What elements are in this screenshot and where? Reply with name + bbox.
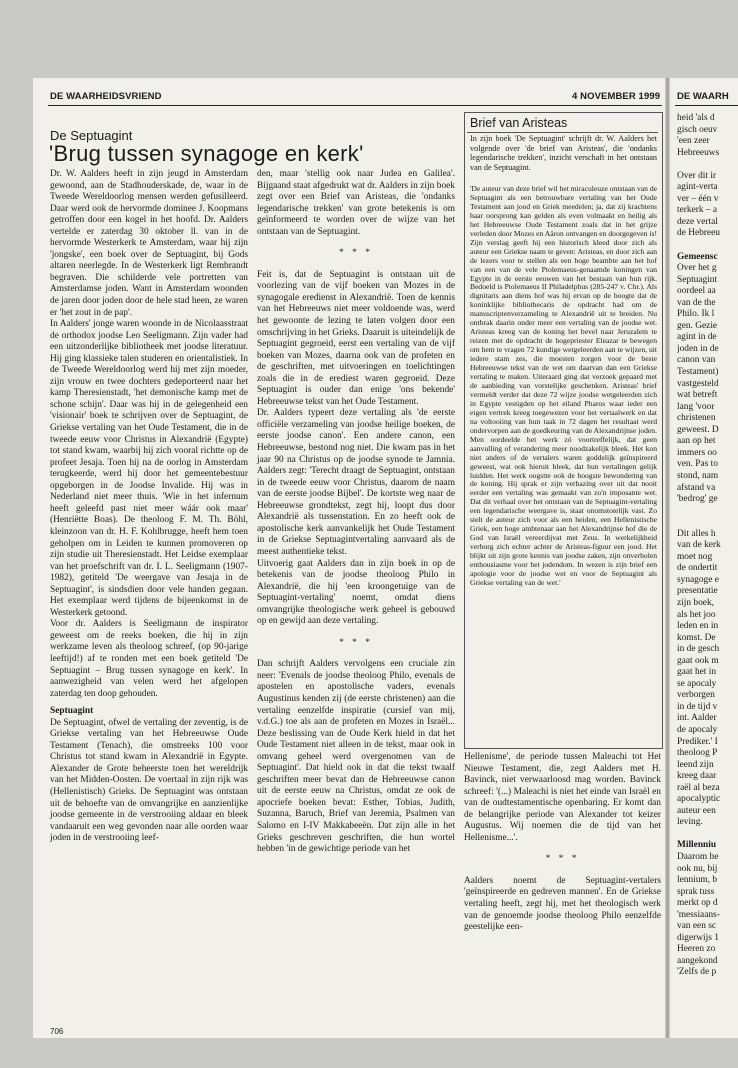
next-page-line: ook nu, bij: [677, 863, 718, 874]
next-page-line: 'een zeer: [677, 136, 710, 147]
next-page-line: oordeel aa: [677, 286, 716, 297]
next-page-line: leving.: [677, 817, 703, 828]
next-page-gap: [677, 506, 738, 518]
subheading-septuagint: Septuagint: [50, 706, 94, 717]
next-page-line: leend zijn: [677, 759, 714, 770]
next-page-line: immers oo: [677, 447, 717, 458]
paragraph: In Aalders' jonge waren woonde in de Nicolaasstraat de orthodox joodse Leo Seeligmann. Zijn vader had een uitzonderlijke bibliotheek met joodse literatuur. Hij ging klassieke talen studeren en orientalistiek. In de Tweede Wereldoorlog werd hij met zijn moeder, zijn vrouw en twee dochters gedeporteerd naar het kamp Theresienstadt, 'het demonische kamp met de schone schijn'. Daar was hij in de gelegenheid een 'visionair' boek te schrijven over de Septuagint, de Griekse vertaling van het Oude Testament, die in de tweede eeuw voor Christus in Alexandrië (Egypte) tot stand kwam, waarbij hij zich vooral richtte op de profeet Jesaja. Toen hij na de oorlog in Amsterdam terugkeerde, werd hij door het gemeentebestuur opgeborgen in de Joodse Invalide. Hij was in Nederland niet meer thuis. 'Wie in het infernum heeft geleefd past niet meer wáár ook maar' (Henriëtte Boas). De theoloog F. M. Th. Böhl, kleinzoon van dr. H. F. Kohlbrugge, heeft hem toen geholpen om in Leiden te kunnen promoveren op zijn studie uit Theresienstadt. Het Leidse exemplaar van het proefschrift van dr. I. L. Seeligmann (1907-1982), getiteld 'De weergave van Jesaja in de Septuagint', is sindsdien door vele handen gegaan. Het exemplaar werd tijdens de bijeenkomst in de Westerkerk getoond.: [50, 319, 248, 618]
paragraph: Dr. Aalders typeert deze vertaling als 'de eerste officiële verzameling van joodse heilige boeken, de eerste joodse canon'. Een andere canon, een Hebreeuwse, bestond nog niet. Die kwam pas in het jaar 90 na Christus op de joodse synode te Jamnia. Aalders zegt: 'Terecht draagt de Septuagint, ontstaan in de tweede eeuw voor Christus, daarom de naam van de eerste joodse Bijbel'. De kortste weg naar de Hebreeuwse grondtekst, zegt hij, loopt dus door Alexandrië als tussenstation. En zo heeft ook de apostolische kerk aanvankelijk het Oude Testament in de Griekse Septuagintvertaling aanvaard als de meest authentieke tekst.: [257, 408, 455, 557]
next-page-line: de apocaly: [677, 724, 718, 735]
next-page-line: ver – één v: [677, 193, 719, 204]
next-page-line: van de the: [677, 297, 716, 308]
next-page-line: Millenniu: [677, 840, 717, 851]
section-separator: * * *: [545, 854, 580, 865]
next-page-line: wat betreft: [677, 390, 718, 401]
next-page-line: 'bedrog' ge: [677, 494, 718, 505]
sidebar-title: Brief van Aristeas: [470, 116, 568, 130]
paragraph: Hellenisme', de periode tussen Maleachi tot Het Nieuwe Testament, die, zegt Aalders met H. Bavinck, niet verwaarloosd mag worden. Bavinck schreef: '(...) Maleachi is niet het einde van Israël en van de oudtestamentische openbaring. Er komt dan de belangrijke periode van Alexander tot keizer Augustus. Wij noemen die de tijd van het Hellenisme...'.: [464, 752, 661, 843]
article-column-1: [50, 169, 248, 845]
next-page-line: geweest. D: [677, 424, 719, 435]
next-page-line: 'messiaans-: [677, 909, 720, 920]
next-page-gap: [677, 240, 738, 252]
article-headline: 'Brug tussen synagoge en kerk': [49, 141, 364, 166]
sidebar-rule: [467, 132, 658, 133]
article-kicker: De Septuagint: [50, 128, 133, 143]
next-page-line: apocalyptic: [677, 794, 721, 805]
next-page-line: auteur een: [677, 805, 716, 816]
article-column-2: [257, 169, 455, 856]
next-page-line: de ondertit: [677, 563, 718, 574]
next-page-gap: [677, 829, 738, 841]
next-page-gap: [677, 159, 738, 171]
next-page-line: 'Zelfs de p: [677, 967, 717, 978]
sidebar-quote: 'De auteur van deze brief wil het miraculeuze ontstaan van de Septuagint als een betrouwbare vertaling van het Oude Testament aan jood en Griek meedelen; ja, dat zij krachtens haar oorsprong kan gelden als even volmaakt en heilig als het Hebreeuwse Oude Testament zoals dat in het grijze verleden door Mozes en Aäron ontvangen en doorgegeven is! Zijn verslag geeft hij een historisch kleed door zich als auteur een Griekse naam te geven: Aristeas, en door zich aan de lezers voor te stellen als een hoge beambte aan het hof van een van de vele Ptolemaeus-genaamde koningen van Egypte in de eerste eeuwen van het bestaan van hun rijk. Bedoeld is Ptolemaeus II Philadelphus (285-247 v. Chr.). Als dignitaris aan diens hof was hij ervan op de hoogte dat de koninklijke bibliothecaris de opdracht had om de manuscriptenverzameling te Alexandrië uit te breiden. Nu ontbrak daarin onder meer een vertaling van de joodse wet. Aristeas kreeg van de koning het bevel naar Jeruzalem te reizen met de opdracht de hogepriester Eleazar te bewegen om hem te vragen 72 kundige wetgeleerden aan te wijzen, uit iedere stam zes, die moesten zorgen voor de beste Hebreeuwse tekst van de wet om daarvan dan een Griekse vertaling te maken. Uiteraard ging dat verzoek gepaard met de aanbieding van vorstelijke geschenken. Aristeas' brief vermeldt verder dat deze 72 wijze joodse wetgeleerden zich in Egypte vestigden op het eiland Pharos waar ieder een eigen vertrek kreeg toegewezen voor het vertaalwerk en dat na voltooiing van hun taak in 72 dagen het resultaat werd ondervorpen aan de goedkeuring van de Alexandrijnse joden. Men oordeelde het werk zó voortreffelijk, dat geen aanvulling of verandering meer noodzakelijk bleek. Het kon niet anders of de vertalers waren goddelijk geïnspireerd geweest, wat ook hieruit bleek, dat hun vertalingen gelijk luidden. Het werk oogstte ook de hoogste bewondering van de koning. Hij sprak er zijn verbazing over uit dat nooit eerder een vertaling was gemaakt van zo'n imposante wet. Dat dit verhaal over het ontstaan van de Septuagint-vertaling een legendarische weergave is, staat onomstotelijk vast. Zo stelt de auteur zich voor als een heiden, een Hellenistische Griek, een hoge ambtenaar aan het Alexandrijnse hof die de God van Israël vereerdijvat met Zeus. In werkelijkheid verborg zich echter achter de Aristeas-figuur een jood. Het blijkt uit zijn grote kennis van joodse zaken, zijn onverholen enthousiasme voor het jodendom. In wezen is zijn brief een apologie voor de joodse wet en voor de Septuagint als Griekse vertaling van de wet.': [470, 184, 657, 587]
next-page-line: canon van: [677, 355, 716, 366]
next-page-line: agint-verta: [677, 182, 718, 193]
paragraph: Feit is, dat de Septuagint is ontstaan uit de voorlezing van de vijf boeken van Mozes in de synagogale eredienst in Alexandrië. Toen de kennis van het Hebreeuws niet meer voldoende was, werd het gewoonte de lezing te laten volgen door een omschrijving in het Grieks. Daaruit is uiteindelijk de Septuagint gegroeid, eerst een vertaling van de vijf boeken van Mozes, daarna ook van de profeten en de geschriften, met uitvoeringen en toelichtingen zoals die in de erediest waren gegroeid. Deze Septuagint is ouder dan enige 'ons bekende' Hebreeuwse tekst van het Oude Testament.: [257, 269, 455, 407]
article-column-3: [464, 752, 661, 934]
next-page-line: synagoge e: [677, 574, 719, 585]
next-page-line: gen. Gezie: [677, 320, 718, 331]
next-page-line: Hebreeuws: [677, 147, 720, 158]
next-page-line: lennium, b: [677, 875, 718, 886]
paragraph: Aalders noemt de Septuagint-vertalers 'geïnspireerde en gedreven mannen'. En de Griekse vertaling heeft, zegt hij, met het theologisch werk van de genoemde joodse theoloog Philo eenzelfde geestelijke een-: [464, 875, 661, 933]
paragraph: Dr. W. Aalders heeft in zijn jeugd in Amsterdam gewoond, aan de Stadhouderskade, de, waar in de Tweede Wereldoorlog mensen werden gefusilleerd. Daar werd ook de hervormde dominee J. Koopmans getroffen door een kogel in het hoofd. Dr. Aalders vertelde er zaterdag 30 oktober ll. van in de hervormde Westerkerk te Amsterdam, waar hij zijn 'jongske', een boek over de Septuagint, bij Gods altaren neerlegde. In de Westerkerk ligt Rembrandt begraven. Die schilderde vele portretten van Amsterdamse joden. Want in Amsterdam woonden de jaren door joden door de hele stad heen, ze waren er 'het zout in de pap'.: [50, 169, 248, 318]
next-page-line: aan op het: [677, 436, 716, 447]
header-rule: [48, 105, 662, 106]
publication-name: DE WAARHEIDSVRIEND: [50, 91, 162, 102]
issue-date: 4 NOVEMBER 1999: [572, 91, 661, 102]
next-page-line: digerwijs 1: [677, 932, 719, 943]
next-page-line: stond, nam: [677, 470, 719, 481]
next-page-line: agint in de: [677, 332, 717, 343]
next-page-line: verborgen: [677, 690, 715, 701]
next-page-line: gaat ook m: [677, 655, 719, 666]
next-page-column: [677, 113, 738, 979]
next-page-line: gisch oeuv: [677, 124, 718, 135]
next-page-line: in de tijd v: [677, 701, 718, 712]
next-page-line: theoloog P: [677, 748, 718, 759]
next-page-line: Heeren zo: [677, 944, 716, 955]
next-page-line: de Hebreeu: [677, 228, 720, 239]
sidebar-intro: In zijn boek 'De Septuagint' schrijft dr. W. Aalders het volgende over 'de brief van Aristeas', die 'ondanks legendarische trekken', inzicht verschaft in het ontstaan van de Septuagint.: [470, 134, 657, 173]
paragraph: Voor dr. Aalders is Seeligmann de inspirator geweest om de reeks boeken, die hij in zijn werkzame leven als theoloog schreef, (op 90-jarige leeftijd!) af te ronden met een boek getiteld 'De Septuagint – Brug tussen synagoge en kerk'. In aanwezigheid van velen werd het afgelopen zaterdag ten doop gehouden.: [50, 619, 248, 699]
next-page-header: DE WAARH: [677, 91, 729, 102]
paragraph: De Septuagint, ofwel de vertaling der zeventig, is de Griekse vertaling van het Hebreeuwse Oude Testament (Tenach), die omstreeks 100 voor Christus tot stand kwam in Alexandrië in Egypte. Alexander de Grote beheerste toen het wereldrijk van het Midden-Oosten. De voertaal in zijn rijk was (Hellenistisch) Grieks. De Septuagint was ontstaan uit de behoefte van de omvangrijke en aanzienlijke joodse gemeente in de verstrooiing aldaar en bleek vandaaruit een weg gevonden naar alle oorden waar joden in de verstrooiing leef-: [50, 717, 248, 844]
next-page-line: presentatie: [677, 586, 718, 597]
next-page-line: Prediker.' I: [677, 736, 718, 747]
section-separator: * * *: [339, 637, 373, 648]
next-page-line: moet nog: [677, 551, 713, 562]
next-page-line: Over het g: [677, 263, 717, 274]
section-separator: * * *: [339, 248, 373, 259]
next-page-line: se apocaly: [677, 678, 717, 689]
next-page-line: aangekond: [677, 955, 718, 966]
next-page-line: christenen: [677, 413, 716, 424]
next-page-line: Gemeensc: [677, 251, 718, 262]
next-page-line: kreeg daar: [677, 771, 717, 782]
next-page-line: deze vertal: [677, 216, 718, 227]
next-page-line: terkerk – a: [677, 205, 718, 216]
next-page-line: van een sc: [677, 921, 717, 932]
next-page-rule: [675, 105, 738, 106]
next-page-line: Over dit ir: [677, 170, 717, 181]
next-page-line: int. Aalder: [677, 713, 717, 724]
next-page-line: als het joo: [677, 609, 716, 620]
next-page-line: Septuagint: [677, 274, 718, 285]
paragraph: den, maar 'stellig ook naar Judea en Galilea'. Bijgaand staat afgedrukt wat dr. Aalders in zijn boek zegt over een Brief van Aristeas, die 'ondanks legendarische trekken' van grote betekenis is om geïnformeerd te worden over de wijze van het ontstaan van de Septuagint.: [257, 169, 455, 237]
next-page-line: raël al beza: [677, 782, 720, 793]
next-page-line: in de gesch: [677, 644, 720, 655]
paragraph: Dan schrijft Aalders vervolgens een cruciale zin neer: 'Evenals de joodse theoloog Philo, evenals de apostelen en apostolische vaders, evenals Augustinus kenden zij (de eerste christenen) aan die vertaling eenzelfde inspiratie (cursief van mij, v.d.G.) toe als aan de profeten en Mozes in Israël... Deze beslissing van de Oude Kerk hield in dat het Oude Testament niet alleen in de tekst, maar ook in omvang geheel werd overgenomen van de Septuagint'. Dat hield ook in dat die tekst twaalf geschriften meer bevat dan de Hebreeuwse canon uit de eerste eeuw na Christus, omdat ze ook de apocriefe boeken bevat: Esther, Tobias, Judith, Suzanna, Baruch, Brief van Jeremia, Psalmen van Salomo en I-IV Makkabeeën. Dat zijn alle in het Grieks geschreven geschriften, die hun wortel hebben 'in de gewichtige periode van het: [257, 659, 455, 855]
next-page-line: Dit alles h: [677, 528, 716, 539]
next-page-line: Daarom he: [677, 852, 719, 862]
next-page-line: heid 'als d: [677, 113, 715, 123]
next-page-line: Philo. Ik l: [677, 309, 715, 320]
next-page-line: merkt op d: [677, 898, 718, 909]
paragraph: Uitvoerig gaat Aalders dan in zijn boek in op de betekenis van de joodse theoloog Philo in Alexandrië, die hij 'een kroongetuige van de Septuagint-vertaling' noemt, omdat diens omvangrijke theologische werk geheel is gebouwd op en gewijd aan deze vertaling.: [257, 558, 455, 627]
next-page-line: zijn boek,: [677, 597, 714, 608]
sidebar-body: [470, 185, 657, 588]
next-page-line: komst. De: [677, 632, 716, 643]
next-page-line: joden in de: [677, 343, 719, 354]
next-page-line: lang 'voor: [677, 401, 715, 412]
next-page-line: sprak tuss: [677, 886, 715, 897]
next-page-line: leden en in: [677, 621, 719, 632]
next-page-gap: [677, 517, 738, 529]
page-number: 706: [50, 1027, 64, 1036]
next-page-line: Testament): [677, 367, 719, 378]
next-page-line: ven. Pas to: [677, 459, 718, 470]
next-page-line: vastgesteld: [677, 378, 719, 389]
next-page-line: afstand va: [677, 482, 716, 493]
next-page-line: gaat het in: [677, 667, 717, 678]
next-page-line: van de kerk: [677, 540, 721, 551]
